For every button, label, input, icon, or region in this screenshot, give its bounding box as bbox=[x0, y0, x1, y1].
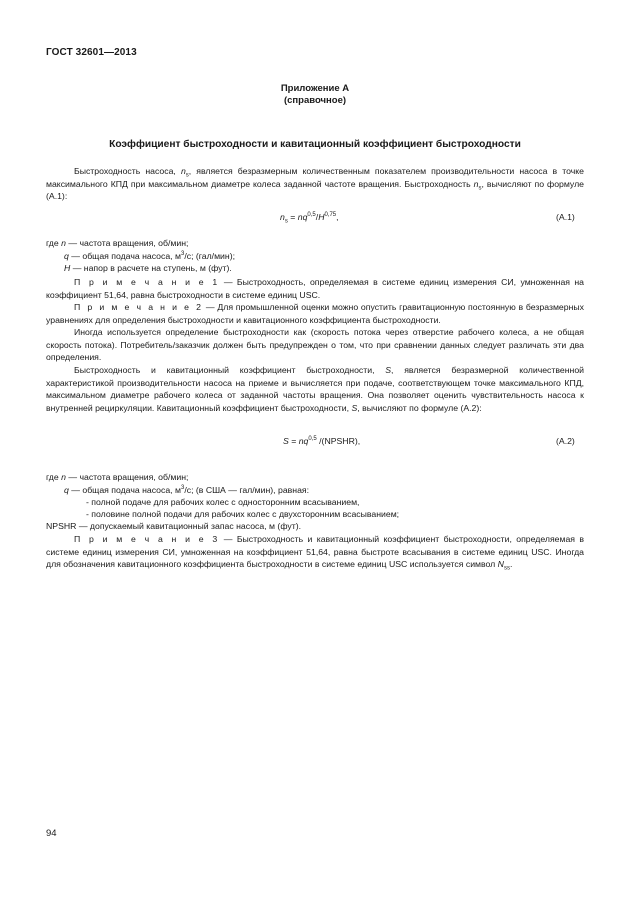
intro-paragraph: Быстроходность насоса, $n_s$, является безразмерным количественным показателем производительности насоса в точке максимального КПД при максимальном диаметре колеса заданной частоте вращения. Быстроходность $n_s$, вычисляют по формуле (А.1): bbox=[46, 166, 584, 202]
note-1: П р и м е ч а н и е 1 — Быстроходность, определяемая в системе единиц измерения СИ, умноженная на коэффициент 51,64, равна быстроходности в системе единиц USC. bbox=[46, 277, 584, 300]
page-number: 94 bbox=[46, 828, 57, 839]
paragraph-cavitation: Быстроходность и кавитационный коэффициент быстроходности, S, является безразмерной количественной характеристикой производительности насоса на приеме и вычисляется при подаче, соответствующем точке максимального КПД, максимальном диаметре рабочего колеса от заданной частоты вращения. Она позволяет оценить чувствительность насоса к внутренней рециркуляции. Кавитационный коэффициент быстроходности, S, вычисляют по формуле (А.2): bbox=[46, 365, 585, 413]
section-heading: Коэффициент быстроходности и кавитационный коэффициент быстроходности bbox=[109, 139, 521, 150]
appendix-subtitle: (справочное) bbox=[283, 95, 347, 106]
def-n: где n — частота вращения, об/мин; bbox=[46, 238, 189, 248]
note-2: П р и м е ч а н и е 2 — Для промышленной оценки можно опустить гравитационную постоянную в безразмерных уравнениях для определения быстроходности и кавитационного коэффициента быстроходности. bbox=[46, 302, 584, 325]
formula-a1: $n_s = nq^{0,5}/H^{0,75}$, bbox=[280, 212, 339, 225]
note-3: П р и м е ч а н и е 3 — Быстроходность и кавитационный коэффициент быстроходности, определяемая в системе единиц измерения СИ, умноженная на коэффициент 51,64, равна быстроте всасывания в системе единиц USC. Иногда для обозначения кавитационного коэффициента быстроходности в системе единиц USC используется символ $N_{ss}$. bbox=[46, 534, 584, 572]
equation-number-a2: (А.2) bbox=[556, 436, 575, 446]
equation-number-a1: (А.1) bbox=[556, 212, 575, 222]
paragraph-alternate-definition: Иногда используется определение быстроходности как (скорость потока через отверстие рабочего колеса, а не общая скорость потока). Потребитель/заказчик должен быть предупрежден о том, что при сравнении данных следует различать эти два определения. bbox=[46, 327, 584, 363]
formula-a2: S = nq$^{0,5}$ /(NPSHR), bbox=[283, 436, 361, 446]
def2-q: q — общая подача насоса, $м^3/с$; (в США — гал/мин), равная: bbox=[64, 485, 310, 495]
def2-npshr: NPSHR — допускаемый кавитационный запас насоса, м (фут). bbox=[46, 521, 302, 531]
def2-bullet-double: - половине полной подачи для рабочих колес с двухсторонним всасыванием; bbox=[86, 509, 400, 519]
def2-n: где n — частота вращения, об/мин; bbox=[46, 472, 189, 482]
appendix-title: Приложение А bbox=[280, 83, 350, 94]
def-h: H — напор в расчете на ступень, м (фут). bbox=[64, 263, 232, 273]
standard-header: ГОСТ 32601—2013 bbox=[46, 47, 137, 58]
def-q: q — общая подача насоса, $м^3/с$; (гал/мин); bbox=[64, 251, 236, 261]
def2-bullet-single: - полной подаче для рабочих колес с односторонним всасыванием, bbox=[86, 497, 360, 507]
